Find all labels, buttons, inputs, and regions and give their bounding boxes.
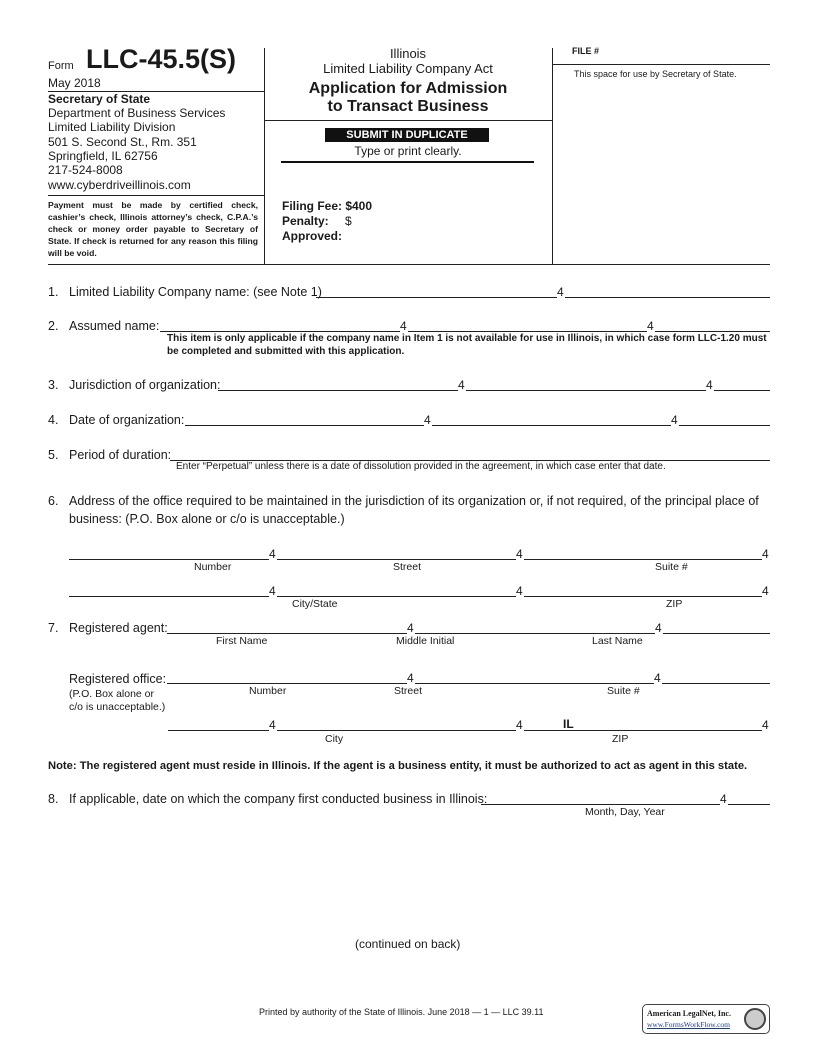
caption-suite: Suite # [655,561,688,573]
caption-last-name: Last Name [592,635,643,647]
dept-line: Department of Business Services [48,106,226,120]
form-title: Application for Admission [308,80,508,97]
logo-url[interactable]: www.FormsWorkFlow.com [647,1020,731,1029]
address-number-field[interactable] [69,559,269,560]
office-number-field[interactable] [167,683,407,684]
first-business-date-field-2[interactable] [728,804,770,805]
caption-middle-initial: Middle Initial [396,635,455,647]
org-date-field-3[interactable] [679,425,770,426]
llc-name-label: Limited Liability Company name: (see Note 1) [69,285,322,299]
address-street-field[interactable] [277,559,516,560]
arrow-marker: 4 [647,319,654,333]
logo-company: American LegalNet, Inc. [647,1009,731,1018]
arrow-marker: 4 [458,378,465,392]
arrow-marker: 4 [762,584,769,598]
state-il-value: IL [563,717,574,731]
type-print-note: Type or print clearly. [354,144,462,158]
agent-middle-initial-field[interactable] [415,633,655,634]
arrow-marker: 4 [516,547,523,561]
arrow-marker: 4 [557,285,564,299]
dept-line: 501 S. Second St., Rm. 351 [48,135,197,149]
printed-authority: Printed by authority of the State of Illinois. June 2018 — 1 — LLC 39.11 [259,1007,544,1017]
arrow-marker: 4 [516,584,523,598]
approved-label: Approved: [282,229,342,243]
address-label: Address of the office required to be maintained in the jurisdiction of its organization or, if not required, of the principal place of [69,494,759,508]
form-date: May 2018 [48,76,101,90]
arrow-marker: 4 [269,547,276,561]
arrow-marker: 4 [407,621,414,635]
arrow-marker: 4 [269,584,276,598]
registered-office-label: Registered office: [69,672,167,686]
penalty-label: Penalty: [282,214,329,228]
form-word: Form [48,60,74,72]
llc-name-field[interactable] [316,297,557,298]
duration-label: Period of duration: [69,448,172,462]
address-suite-field[interactable] [524,559,762,560]
office-street-field[interactable] [415,683,654,684]
arrow-marker: 4 [706,378,713,392]
caption-street: Street [393,561,422,573]
penalty-dollar: $ [345,214,352,228]
arrow-marker: 4 [720,792,727,806]
registered-agent-label: Registered agent: [69,621,168,635]
office-city-field[interactable] [168,730,269,731]
act-name: Limited Liability Company Act [323,61,493,76]
item-number: 8. [48,792,59,806]
item-number: 7. [48,621,59,635]
jurisdiction-field-2[interactable] [466,390,706,391]
address-citystate-field-2[interactable] [277,596,516,597]
arrow-marker: 4 [424,413,431,427]
office-city-field-2[interactable] [277,730,516,731]
caption-city: City [325,733,344,745]
dept-line: Limited Liability Division [48,120,176,134]
caption-suite: Suite # [607,685,640,697]
payment-note: Payment must be made by certified check, cashier’s check, Illinois attorney’s check, C.P.A.’s check or money order payable to Secretary of State. If check is returned for any reason this filing will be void. [48,200,258,258]
arrow-marker: 4 [654,671,661,685]
form-number: LLC-45.5(S) [86,44,237,74]
first-business-date-field[interactable] [481,804,720,805]
item-number: 6. [48,494,59,508]
agent-last-name-field[interactable] [663,633,770,634]
arrow-marker: 4 [269,718,276,732]
caption-citystate: City/State [292,598,338,610]
dept-line: 217-524-8008 [48,163,123,177]
arrow-marker: 4 [400,319,407,333]
first-business-date-label: If applicable, date on which the company first conducted business in Illinois: [69,792,488,806]
arrow-marker: 4 [671,413,678,427]
publisher-logo [642,1004,770,1034]
state-name: Illinois [389,46,427,61]
item-number: 2. [48,319,59,333]
registered-agent-note: Note: The registered agent must reside in Illinois. If the agent is a business entity, it must be authorized to act as agent in this state. [48,760,748,772]
dept-line: Springfield, IL 62756 [48,149,158,163]
org-date-field[interactable] [185,425,424,426]
caption-zip: ZIP [612,733,629,745]
office-note-line2: c/o is unacceptable.) [69,701,166,713]
continued-note: (continued on back) [355,937,461,951]
address-zip-field[interactable] [524,596,762,597]
sos-use-note: This space for use by Secretary of State. [574,69,737,79]
submit-duplicate-badge: SUBMIT IN DUPLICATE [325,128,489,142]
office-suite-field[interactable] [662,683,770,684]
address-citystate-field[interactable] [69,596,269,597]
website: www.cyberdriveillinois.com [48,178,191,192]
item-number: 1. [48,285,59,299]
item-number: 5. [48,448,59,462]
caption-zip: ZIP [666,598,683,610]
arrow-marker: 4 [762,547,769,561]
form-title-line2: to Transact Business [327,98,489,115]
office-name: Secretary of State [48,92,151,106]
office-zip-field[interactable] [524,730,762,731]
item-number: 4. [48,413,59,427]
caption-number: Number [194,561,232,573]
arrow-marker: 4 [407,671,414,685]
jurisdiction-label: Jurisdiction of organization: [69,378,221,392]
file-number-label: FILE # [572,46,600,56]
arrow-marker: 4 [655,621,662,635]
jurisdiction-field[interactable] [218,390,458,391]
filing-fee: Filing Fee: $400 [282,199,373,213]
caption-street: Street [394,685,423,697]
assumed-name-label: Assumed name: [69,319,160,333]
address-label-line2: business: (P.O. Box alone or c/o is unacceptable.) [69,512,345,526]
org-date-label: Date of organization: [69,413,185,427]
office-note: (P.O. Box alone or [69,688,155,700]
caption-number: Number [249,685,287,697]
jurisdiction-field-3[interactable] [714,390,770,391]
org-date-field-2[interactable] [432,425,671,426]
arrow-marker: 4 [762,718,769,732]
globe-icon [744,1008,766,1030]
assumed-name-note: This item is only applicable if the company name in Item 1 is not available for use in Illinois, in which case form LLC-1.20 must be completed and submitted with this application. [167,333,767,357]
arrow-marker: 4 [516,718,523,732]
llc-name-field-2[interactable] [565,297,770,298]
divider [281,161,534,163]
item-number: 3. [48,378,59,392]
caption-date-format: Month, Day, Year [585,806,665,818]
duration-note: Enter “Perpetual” unless there is a date of dissolution provided in the agreement, in which case enter that date. [176,461,666,472]
agent-first-name-field[interactable] [167,633,407,634]
caption-first-name: First Name [216,635,268,647]
